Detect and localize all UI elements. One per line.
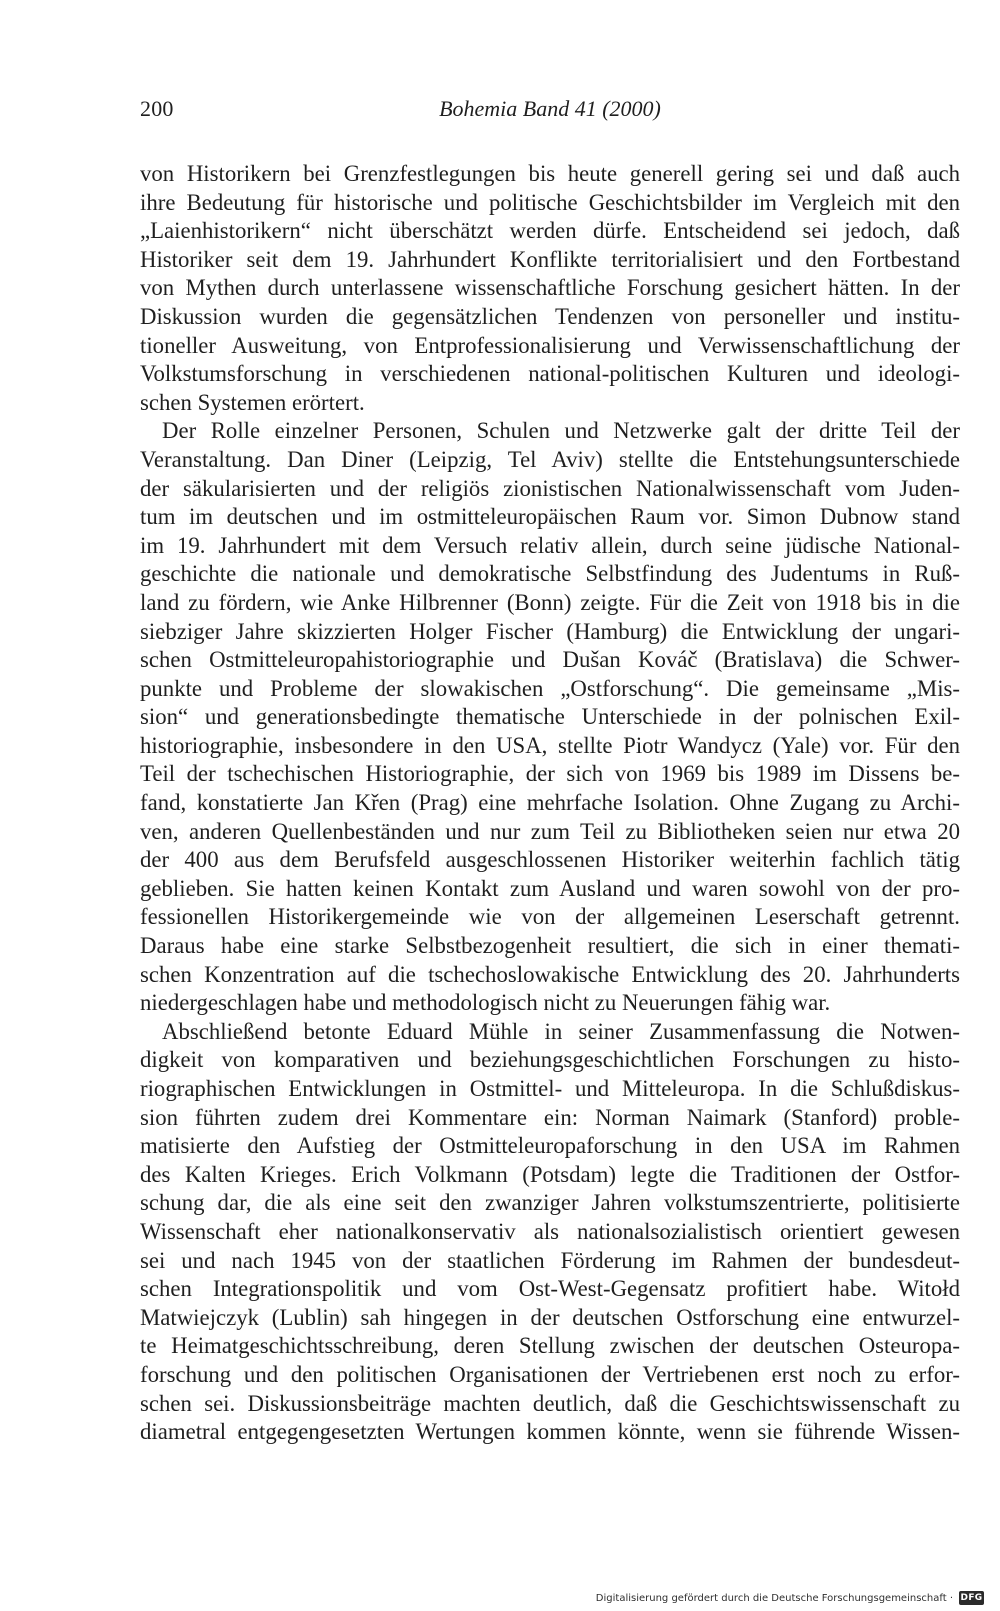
text-line: schen Integrationspolitik und vom Ost-West-Gegensatz profitiert habe. Witołd: [140, 1276, 960, 1302]
text-line: Wissenschaft eher nationalkonservativ als nationalsozialistisch orientiert gewesen: [140, 1218, 960, 1244]
text-line: der 400 aus dem Berufsfeld ausgeschlossenen Historiker weiterhin fachlich tätig: [140, 847, 960, 873]
text-line: historiographie, insbesondere in den USA, stellte Piotr Wandycz (Yale) vor. Für den: [140, 732, 960, 758]
text-line: schen sei. Diskussionsbeiträge machten deutlich, daß die Geschichtswissenschaft zu: [140, 1390, 960, 1416]
text-line: Diskussion wurden die gegensätzlichen Tendenzen von personeller und institu-: [140, 303, 960, 329]
text-line: ven, anderen Quellenbeständen und nur zum Teil zu Bibliotheken seien nur etwa 20: [140, 818, 960, 844]
text-line: Abschließend betonte Eduard Mühle in seiner Zusammenfassung die Notwen-: [162, 1018, 960, 1044]
text-line: riographischen Entwicklungen in Ostmittel- und Mitteleuropa. In die Schlußdiskus-: [140, 1076, 960, 1101]
text-line: im 19. Jahrhundert mit dem Versuch relativ allein, durch seine jüdische National-: [140, 532, 960, 558]
dfg-logo: DFG: [960, 1593, 983, 1603]
text-line: von Mythen durch unterlassene wissenschaftliche Forschung gesichert hätten. In der: [140, 275, 960, 301]
text-line: land zu fördern, wie Anke Hilbrenner (Bonn) zeigte. Für die Zeit von 1918 bis in die: [140, 589, 960, 615]
text-line: tioneller Ausweitung, von Entprofessionalisierung und Verwissenschaftlichung der: [140, 332, 960, 358]
text-line: von Historikern bei Grenzfestlegungen bis heute generell gering sei und daß auch: [140, 161, 960, 186]
digitization-footer: [596, 1591, 984, 1605]
text-line: tum im deutschen und im ostmitteleuropäischen Raum vor. Simon Dubnow stand: [140, 504, 960, 530]
text-line: Daraus habe eine starke Selbstbezogenheit resultiert, die sich in einer themati-: [140, 933, 960, 959]
text-line: sion“ und generationsbedingte thematische Unterschiede in der polnischen Exil-: [140, 704, 960, 730]
text-line: geschichte die nationale und demokratische Selbstfindung des Judentums in Ruß-: [140, 561, 960, 587]
page-number: 200: [140, 96, 174, 121]
text-line: ihre Bedeutung für historische und politische Geschichtsbilder im Vergleich mit den: [140, 189, 960, 215]
text-line: schen Ostmitteleuropahistoriographie und Dušan Kováč (Bratislava) die Schwer-: [140, 647, 960, 673]
text-line: schen Konzentration auf die tschechoslowakische Entwicklung des 20. Jahrhunderts: [140, 961, 960, 987]
text-line: siebziger Jahre skizzierten Holger Fischer (Hamburg) die Entwicklung der ungari-: [140, 618, 960, 644]
text-line: geblieben. Sie hatten keinen Kontakt zum Ausland und waren sowohl von der pro-: [140, 875, 960, 901]
text-line: der säkularisierten und der religiös zionistischen Nationalwissenschaft vom Juden-: [140, 475, 960, 501]
body-text: [140, 160, 960, 1447]
text-line: schung dar, die als eine seit den zwanziger Jahren volkstumszentrierte, politisierte: [140, 1190, 960, 1216]
text-line: matisierte den Aufstieg der Ostmitteleuropaforschung in den USA im Rahmen: [140, 1133, 960, 1159]
text-line: fand, konstatierte Jan Křen (Prag) eine mehrfache Isolation. Ohne Zugang zu Archi-: [140, 790, 960, 816]
text-line: sion führten zudem drei Kommentare ein: Norman Naimark (Stanford) proble-: [140, 1104, 960, 1130]
text-line: digkeit von komparativen und beziehungsgeschichtlichen Forschungen zu histo-: [140, 1047, 960, 1073]
text-line: punkte und Probleme der slowakischen „Ostforschung“. Die gemeinsame „Mis-: [140, 675, 960, 701]
text-line: Volkstumsforschung in verschiedenen national-politischen Kulturen und ideologi-: [140, 361, 960, 387]
text-line: diametral entgegengesetzten Wertungen kommen könnte, wenn sie führende Wissen-: [140, 1419, 960, 1445]
text-line: Matwiejczyk (Lublin) sah hingegen in der deutschen Ostforschung eine entwurzel-: [140, 1304, 960, 1330]
footer-text: Digitalisierung gefördert durch die Deutsche Forschungsgemeinschaft ·: [595, 1592, 953, 1604]
text-line: des Kalten Krieges. Erich Volkmann (Potsdam) legte die Traditionen der Ostfor-: [140, 1161, 960, 1187]
text-line: forschung und den politischen Organisationen der Vertriebenen erst noch zu erfor-: [140, 1361, 960, 1387]
text-line: schen Systemen erörtert.: [140, 389, 365, 415]
text-line: te Heimatgeschichtsschreibung, deren Stellung zwischen der deutschen Osteuropa-: [140, 1333, 960, 1359]
text-line: „Laienhistorikern“ nicht überschätzt werden dürfe. Entscheidend sei jedoch, daß: [140, 218, 960, 244]
text-line: Der Rolle einzelner Personen, Schulen und Netzwerke galt der dritte Teil der: [162, 418, 960, 444]
page-header: [140, 96, 960, 132]
text-line: fessionellen Historikergemeinde wie von der allgemeinen Leserschaft getrennt.: [140, 904, 960, 930]
running-title: Bohemia Band 41 (2000): [439, 96, 661, 121]
text-line: sei und nach 1945 von der staatlichen Förderung im Rahmen der bundesdeut-: [140, 1247, 960, 1273]
text-line: Teil der tschechischen Historiographie, der sich von 1969 bis 1989 im Dissens be-: [140, 761, 960, 787]
text-line: Veranstaltung. Dan Diner (Leipzig, Tel Aviv) stellte die Entstehungsunterschiede: [140, 446, 960, 472]
text-line: niedergeschlagen habe und methodologisch nicht zu Neuerungen fähig war.: [140, 990, 831, 1016]
text-line: Historiker seit dem 19. Jahrhundert Konflikte territorialisiert und den Fortbestand: [140, 246, 960, 272]
